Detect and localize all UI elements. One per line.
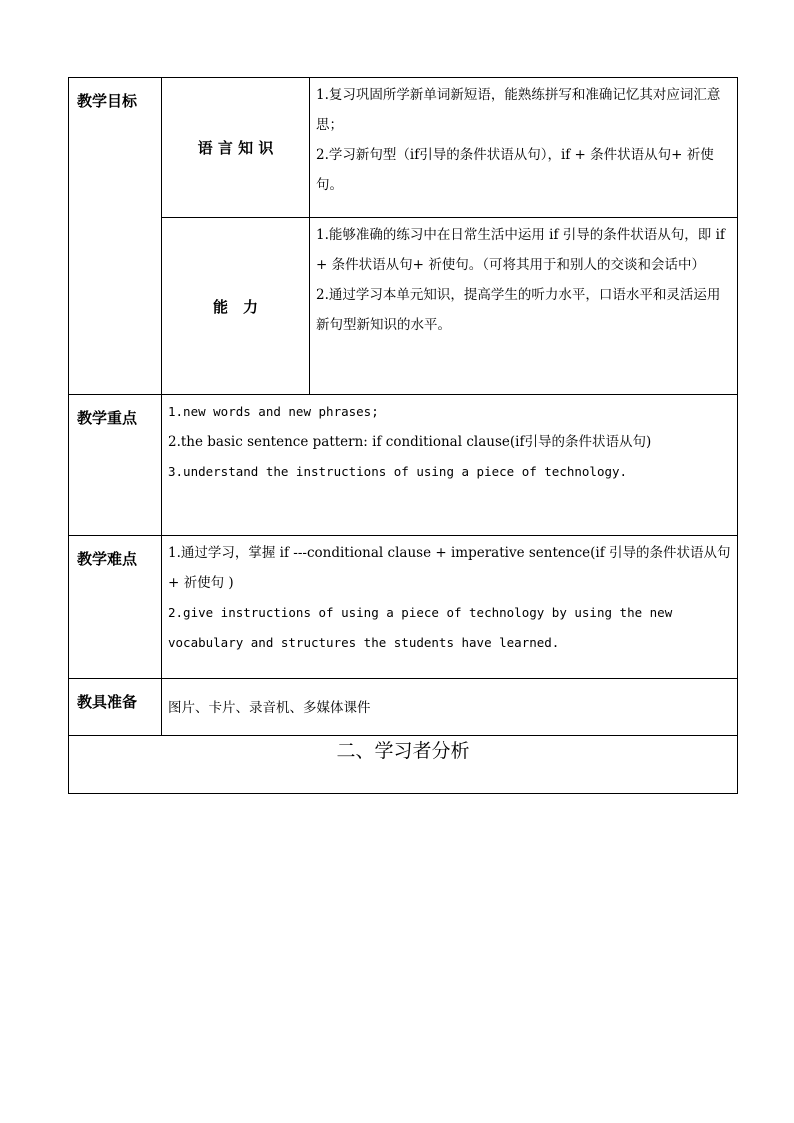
key-item-3: 3.understand the instructions of using a piece of technology. xyxy=(168,464,628,479)
lesson-plan-table xyxy=(68,77,738,794)
section-heading: 二、学习者分析 xyxy=(69,736,738,794)
sub-label-language: 语 言 知 识 xyxy=(162,78,310,218)
key-points-content xyxy=(162,395,738,536)
goal-ability-item-1: 1.能够准确的练习中在日常生活中运用 if 引导的条件状语从句，即 if + 条件状语从句+ 祈使句。（可将其用于和别人的交谈和会话中） xyxy=(316,227,725,273)
label-tools: 教具准备 xyxy=(69,679,162,736)
goal-language-item-2: 2.学习新句型（if引导的条件状语从句），if + 条件状语从句+ 祈使句。 xyxy=(316,147,714,193)
difficult-points-content xyxy=(162,536,738,679)
row-goal-language xyxy=(69,78,738,218)
label-goal: 教学目标 xyxy=(69,78,162,395)
row-section-heading xyxy=(69,736,738,794)
label-key-points: 教学重点 xyxy=(69,395,162,536)
key-item-1: 1.new words and new phrases; xyxy=(168,404,379,419)
goal-ability-content xyxy=(310,218,738,395)
sub-label-ability: 能 力 xyxy=(162,218,310,395)
row-tools xyxy=(69,679,738,736)
row-key-points xyxy=(69,395,738,536)
key-item-2: 2.the basic sentence pattern: if conditional clause(if引导的条件状语从句) xyxy=(168,434,652,450)
tools-content: 图片、卡片、录音机、多媒体课件 xyxy=(162,679,738,736)
label-difficult-points: 教学难点 xyxy=(69,536,162,679)
goal-language-item-1: 1.复习巩固所学新单词新短语，能熟练拼写和准确记忆其对应词汇意思； xyxy=(316,87,721,133)
goal-language-content xyxy=(310,78,738,218)
difficult-item-2: 2.give instructions of using a piece of technology by using the new vocabulary and structures the students have learned. xyxy=(168,605,673,650)
difficult-item-1: 1.通过学习，掌握 if ---conditional clause + imperative sentence(if 引导的条件状语从句+ 祈使句 ) xyxy=(168,545,731,591)
row-difficult-points xyxy=(69,536,738,679)
row-goal-ability xyxy=(69,218,738,395)
goal-ability-item-2: 2.通过学习本单元知识，提高学生的听力水平，口语水平和灵活运用新句型新知识的水平。 xyxy=(316,287,721,333)
